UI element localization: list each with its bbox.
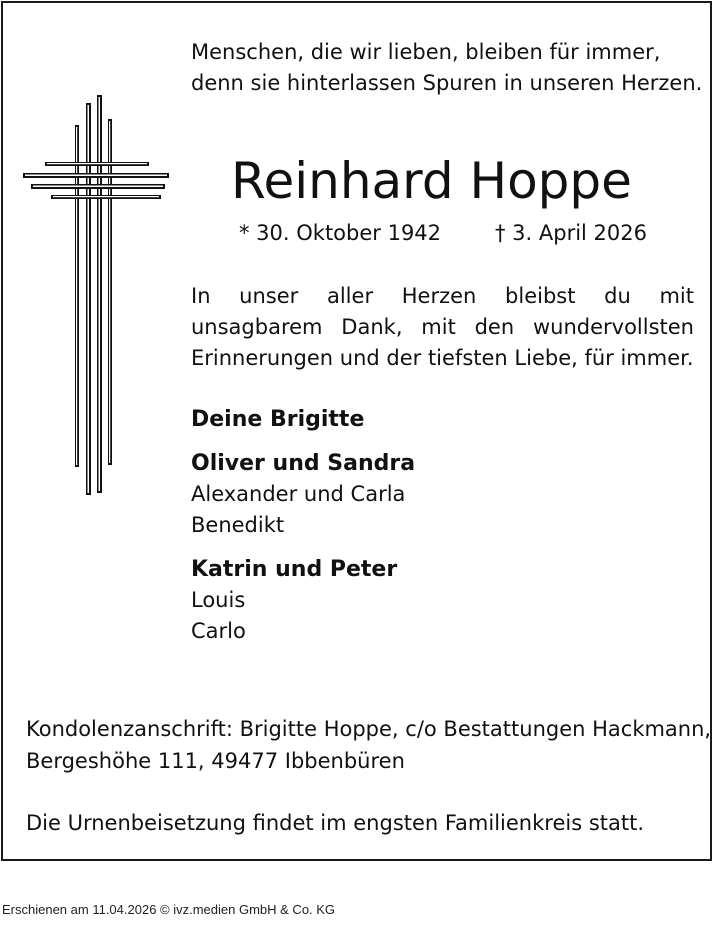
- mourner-member: Benedikt: [191, 513, 285, 537]
- condolence-address: [26, 713, 712, 777]
- burial-note: Die Urnenbeisetzung findet im engsten Familienkreis statt.: [26, 811, 645, 835]
- publication-footer: Erschienen am 11.04.2026 © ivz.medien GmbH & Co. KG: [2, 902, 336, 917]
- condolence-line: Kondolenzanschrift: Brigitte Hoppe, c/o Bestattungen Hackmann,: [26, 717, 712, 741]
- mourners-list: [191, 405, 691, 647]
- deceased-name: Reinhard Hoppe: [231, 152, 632, 210]
- mourner-head: Oliver und Sandra: [191, 451, 416, 476]
- mourner-member: Carlo: [191, 619, 246, 643]
- tribute-text: In unser aller Herzen bleibst du mit unsagbarem Dank, mit den wundervollsten Erinnerungen und der tiefsten Liebe, für immer.: [191, 284, 694, 370]
- mourner-member: Louis: [191, 588, 246, 612]
- death-date: † 3. April 2026: [495, 221, 648, 245]
- obituary-frame: [1, 1, 712, 861]
- birth-date: * 30. Oktober 1942: [239, 221, 442, 245]
- condolence-line: Bergeshöhe 111, 49477 Ibbenbüren: [26, 749, 405, 773]
- quote-line: denn sie hinterlassen Spuren in unseren Herzen.: [191, 71, 703, 95]
- cross-icon: [23, 95, 169, 497]
- mourner-head: Deine Brigitte: [191, 407, 365, 432]
- mourner-member: Alexander und Carla: [191, 482, 406, 506]
- quote-line: Menschen, die wir lieben, bleiben für immer,: [191, 40, 661, 64]
- mourner-head: Katrin und Peter: [191, 557, 398, 582]
- mourner-group: [191, 405, 691, 449]
- opening-quote: [191, 37, 701, 99]
- mourner-group: [191, 555, 691, 647]
- mourner-group: [191, 449, 691, 555]
